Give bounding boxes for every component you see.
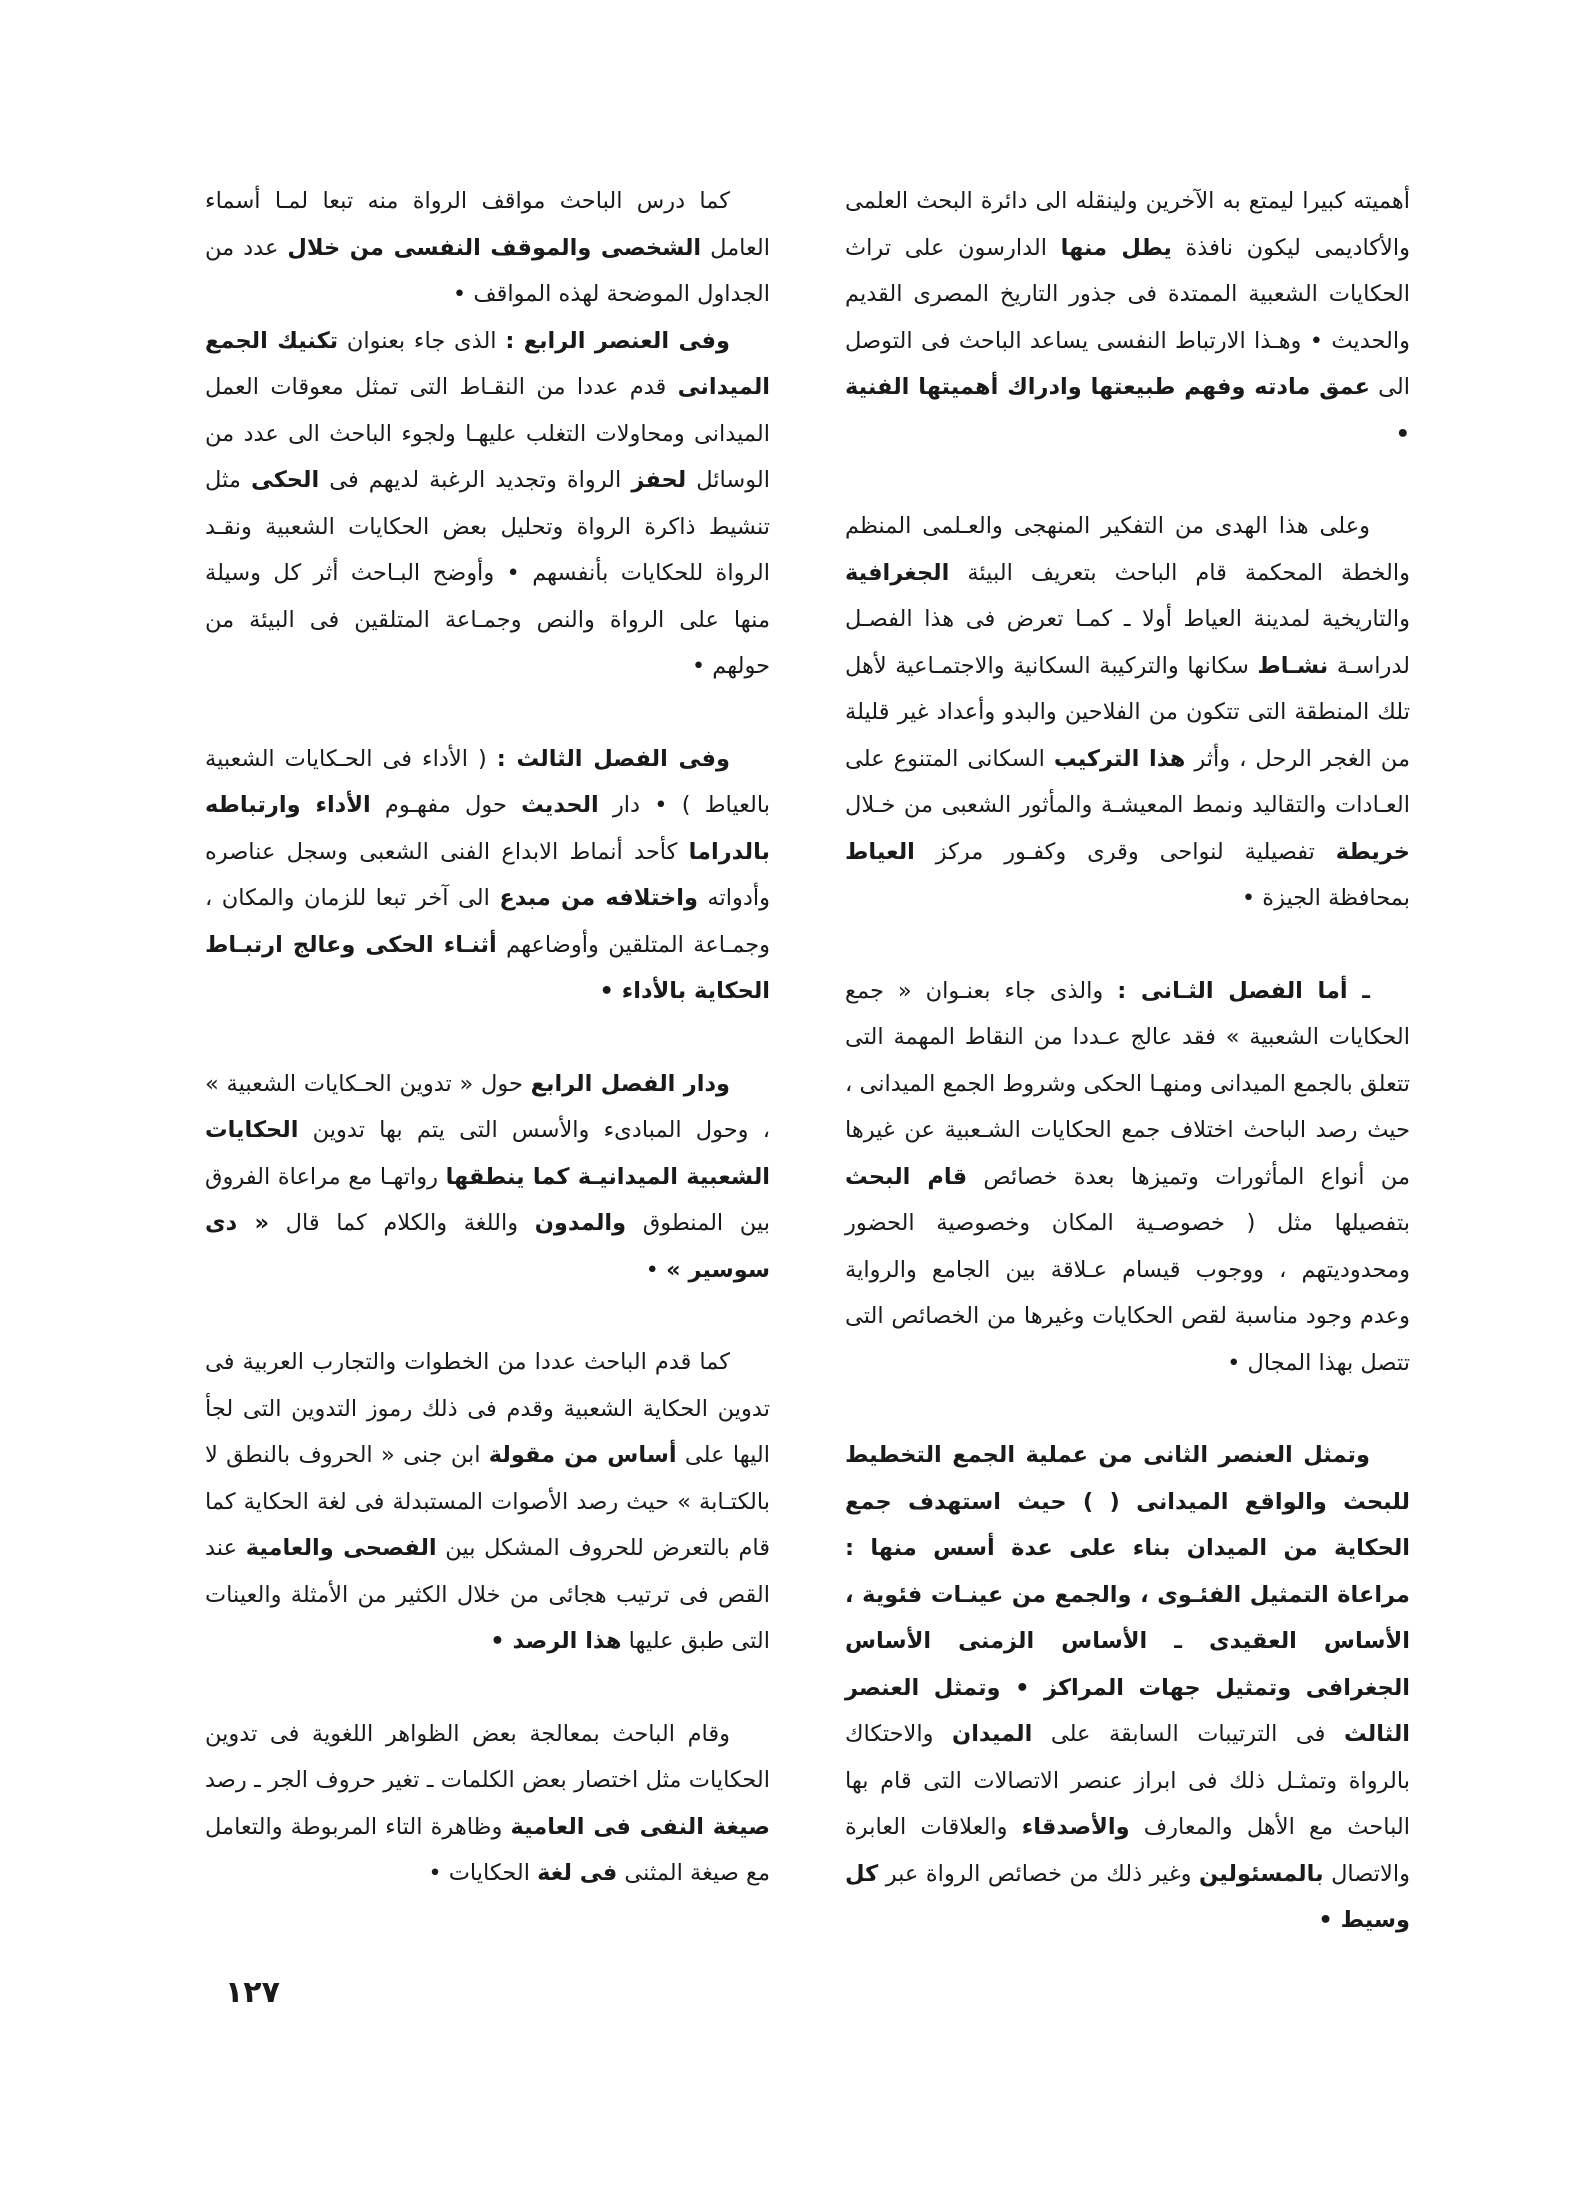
bold-run: والمدون bbox=[534, 1210, 627, 1236]
bold-run: الحكايات الشعبية الميدانيـة كما ينطقها bbox=[205, 1117, 770, 1190]
text-run: ابن جنى « الحروف بالنطق لا بالكتـابة » حيث رصد الأصوات المستبدلة فى لغة الحكاية كما قام بالتعرض للحروف المشكل بين bbox=[205, 1442, 770, 1561]
text-run: الذى جاء بعنوان bbox=[338, 327, 506, 354]
bold-run: هذا التركيب bbox=[1053, 745, 1186, 772]
bold-run: نشـاط bbox=[1257, 652, 1329, 679]
text-run: الدارسون على تراث الحكايات الشعبية الممتدة فى جذور التاريخ المصرى القديم والحديث • وهـذا الارتباط النفسى يساعد الباحث فى التوصل الى bbox=[845, 234, 1411, 400]
text-run: الحكايات • bbox=[428, 1860, 538, 1886]
text-run: وغير ذلك من خصائص الرواة عبر bbox=[878, 1860, 1200, 1887]
text-run: • bbox=[645, 1256, 667, 1283]
bold-run: الحكى bbox=[250, 467, 320, 493]
text-run: حول « تدوين الحـكايات الشعبية » ، وحول المبادىء والأسس التى يتم بها تدوين bbox=[205, 1070, 770, 1143]
text-run: حول مفهـوم bbox=[370, 792, 522, 818]
text-run: تفصيلية لنواحى وقرى وكفـور مركز bbox=[914, 838, 1336, 865]
bold-run: كل وسيط • bbox=[845, 1860, 1410, 1933]
section-heading-chapter-4: ودار الفصل الرابع bbox=[530, 1070, 730, 1097]
text-run: عدد من الجداول الموضحة لهذه المواقف • bbox=[205, 234, 770, 307]
left-column bbox=[205, 178, 770, 1897]
text-run: بتفصيلها مثل ( خصوصـية المكان وخصوصية الحضور ومحدوديتهم ، ووجوب قيسام عـلاقة بين الجامع والرواية وعدم وجود مناسبة لقص الحكايات وغيرها من الخصائص التى تتصل بهذا المجال • bbox=[845, 1210, 1410, 1376]
left-paragraph-5 bbox=[205, 1339, 770, 1665]
text-run: كما درس الباحث مواقف الرواة منه تبعا لمـا أسماء العامل bbox=[205, 188, 770, 261]
bold-run: يطل منها bbox=[1060, 234, 1172, 261]
text-run: السكانى المتنوع على العـادات والتقاليد ونمط المعيشـة والمأثور الشعبى من خـلال bbox=[845, 745, 1410, 818]
bold-run: الفصحى والعامية bbox=[245, 1535, 437, 1561]
text-run: والذى جاء بعنـوان « جمع الحكايات الشعبية » فقد عالج عـددا من النقاط المهمة التى تتعلق بالجمع الميدانى ومنهـا الحكى وشروط الجمع الميدانى ، حيث رصد الباحث اختلاف جمع الحكايات الشـعبية عن غيرها من أنواع المأثورات وتميزها بعدة خصائص bbox=[845, 977, 1410, 1190]
text-run: عند القص فى ترتيب هجائى من خلال الكثير من الأمثلة والعينات التى طبق عليها bbox=[205, 1535, 770, 1654]
bold-run: « دى سوسير » bbox=[205, 1210, 770, 1283]
bold-run: عمق مادته وفهم طبيعتها وادراك أهميتها الفنية • bbox=[845, 374, 1410, 447]
left-paragraph-6 bbox=[205, 1711, 770, 1897]
text-run: وظاهرة التاء المربوطة والتعامل مع صيغة المثنى bbox=[205, 1813, 770, 1886]
text-run: والعلاقات العابرة والاتصال bbox=[845, 1814, 1411, 1887]
left-paragraph-3 bbox=[205, 736, 770, 1015]
bold-run: فى لغة bbox=[537, 1860, 618, 1886]
bold-run: الشخصى والموقف النفسى من خلال bbox=[287, 234, 702, 261]
text-run: أهميته كبيرا ليمتع به الآخرين ولينقله الى دائرة البحث العلمى والأكاديمى ليكون نافذة bbox=[845, 188, 1410, 261]
bold-run: والأصدقاء bbox=[1021, 1814, 1130, 1840]
text-run: والتاريخية لمدينة العياط أولا ـ كمـا تعرض فى هذا الفصـل لدراسـة bbox=[845, 606, 1410, 679]
right-paragraph-3 bbox=[845, 968, 1410, 1387]
right-paragraph-4 bbox=[845, 1432, 1410, 1944]
bold-run: واختلافه من مبدع bbox=[499, 885, 698, 911]
bold-run: قام البحث bbox=[845, 1163, 968, 1190]
bold-run: الجغرافية bbox=[845, 559, 950, 586]
right-paragraph-1 bbox=[845, 178, 1410, 457]
text-run: كأحد أنماط الابداع الفنى الشعبى وسجل عناصره وأدواته bbox=[205, 838, 771, 911]
bold-run: تكنيك الجمع الميدانى bbox=[205, 327, 770, 400]
bold-run: وتمثل العنصر الثانى من عملية الجمع التخطيط للبحث والواقع الميدانى ( ) حيث استهدف جمع الحكاية من الميدان بناء على عدة أسس منها : مراعاة التمثيل الفئـوى ، والجمع من عينـات فئوية ، الأساس العقيدى ـ الأساس الزمنى الأساس الجغرافى وتمثيل جهات المراكز • وتمثل العنصر الثالث bbox=[845, 1442, 1411, 1747]
bold-run: بالمسئولين bbox=[1199, 1860, 1324, 1887]
bold-run: أثنـاء الحكى وعالج ارتبـاط الحكاية بالأداء • bbox=[205, 931, 770, 1004]
left-paragraph-2 bbox=[205, 318, 770, 690]
text-run: ( الأداء فى الحـكايات الشعبية بالعياط ) • دار bbox=[205, 745, 770, 818]
right-column bbox=[845, 178, 1410, 1944]
bold-run: العياط bbox=[845, 838, 915, 865]
left-paragraph-1 bbox=[205, 178, 770, 318]
bold-run: الأداء وارتباطه بالدراما bbox=[205, 792, 770, 865]
text-run: والاحتكاك بالرواة وتمثـل ذلك فى ابراز عنصر الاتصالات التى قام بها الباحث مع الأهل والمعارف bbox=[845, 1721, 1410, 1840]
text-run: واللغة والكلام كما قال bbox=[269, 1210, 535, 1236]
section-heading-element-4: وفى العنصر الرابع : bbox=[505, 327, 730, 354]
text-run: كما قدم الباحث عددا من الخطوات والتجارب العربية فى تدوين الحكاية الشعبية وقدم فى ذلك رموز التدوين التى لجأ اليها على bbox=[205, 1349, 770, 1468]
right-paragraph-2 bbox=[845, 503, 1410, 922]
text-run: سكانها والتركيبة السكانية والاجتمـاعية لأهل تلك المنطقة التى تتكون من الفلاحين والبدو وأعداد غير قليلة من الغجر الرحل ، وأثر bbox=[845, 652, 1410, 772]
bold-run: أساس من مقولة bbox=[488, 1442, 677, 1468]
section-heading-chapter-2: ـ أما الفصل الثـانى : bbox=[1117, 977, 1370, 1004]
text-run: الى آخر تبعا للزمان والمكان ، وجمـاعة المتلقين وأوضاعهم bbox=[205, 885, 770, 958]
bold-run: صيغة النفى فى العامية bbox=[510, 1813, 770, 1840]
text-run: فى الترتيبات السابقة على bbox=[1032, 1721, 1344, 1747]
bold-run: هذا الرصد • bbox=[490, 1628, 622, 1654]
bold-run: لحفز bbox=[631, 467, 687, 493]
page-number: ١٢٧ bbox=[225, 1975, 280, 2010]
bold-run: خريطة bbox=[1335, 838, 1410, 865]
text-run: وعلى هذا الهدى من التفكير المنهجى والعـلمى المنظم والخطة المحكمة قام الباحث بتعريف البيئة bbox=[845, 513, 1410, 586]
bold-run: الحديث bbox=[521, 792, 599, 818]
text-run: وقام الباحث بمعالجة بعض الظواهر اللغوية فى تدوين الحكايات مثل اختصار بعض الكلمات ـ تغير حروف الجر ـ رصد bbox=[205, 1720, 770, 1793]
text-run: مثل تنشيط ذاكرة الرواة وتحليل بعض الحكايات الشعبية ونقـد الرواة للحكايات بأنفسهم • وأوضح البـاحث أثر كل وسيلة منها على الرواة والنص وجمـاعة المتلقين فى البيئة من حولهم • bbox=[205, 467, 770, 679]
section-heading-chapter-3: وفى الفصل الثالث : bbox=[496, 745, 730, 772]
bold-run: الميدان bbox=[951, 1721, 1033, 1747]
text-run: قدم عددا من النقـاط التى تمثل معوقات العمل الميدانى ومحاولات التغلب عليهـا ولجوء الباحث الى عدد من الوسائل bbox=[205, 374, 770, 493]
text-run: بمحافظة الجيزة • bbox=[1241, 885, 1410, 911]
left-paragraph-4 bbox=[205, 1061, 770, 1294]
text-run: رواتهـا مع مراعاة الفروق بين المنطوق bbox=[205, 1163, 770, 1236]
text-run: الرواة وتجديد الرغبة لديهم فى bbox=[319, 467, 632, 493]
